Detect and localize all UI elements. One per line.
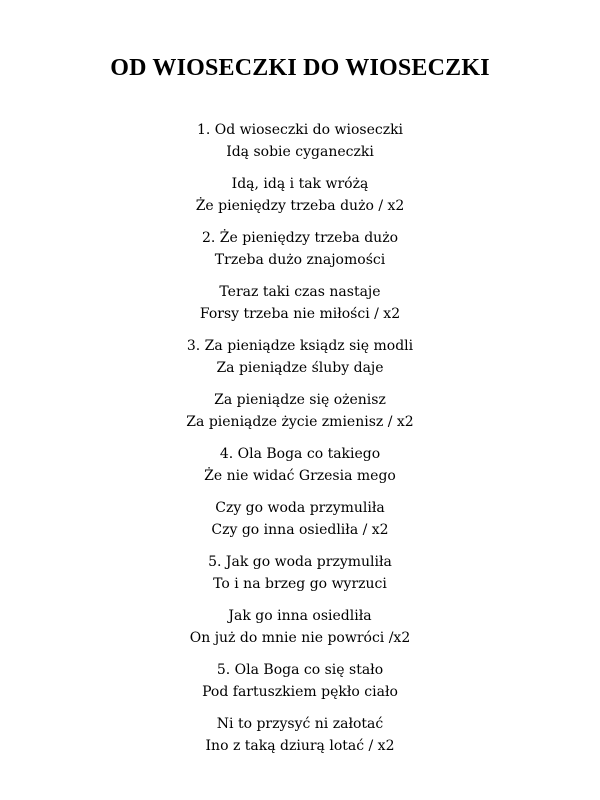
stanza — [0, 119, 600, 163]
lyric-line: Ni to przysyć ni załotać — [216, 716, 384, 732]
stanza — [0, 443, 600, 487]
stanza — [0, 659, 600, 703]
lyric-line: 5. Jak go woda przymuliła — [208, 554, 392, 570]
lyric-line: 3. Za pieniądze ksiądz się modli — [186, 338, 414, 354]
lyric-line: 1. Od wioseczki do wioseczki — [196, 122, 404, 138]
lyric-line: Pod fartuszkiem pękło ciało — [202, 684, 398, 700]
lyric-line: Idą sobie cyganeczki — [226, 144, 374, 160]
lyric-line: Idą, idą i tak wróżą — [231, 176, 369, 192]
lyric-line: Forsy trzeba nie miłości / x2 — [199, 306, 401, 322]
lyric-line: Jak go inna osiedliła — [228, 608, 372, 624]
lyric-line: Czy go inna osiedliła / x2 — [211, 522, 389, 538]
lyric-line: To i na brzeg go wyrzuci — [213, 576, 387, 592]
song-title: OD WIOSECZKI DO WIOSECZKI — [110, 55, 490, 81]
lyric-line: Teraz taki czas nastaje — [219, 284, 381, 300]
lyric-line: 2. Że pieniędzy trzeba dużo — [202, 230, 398, 246]
lyric-line: Za pieniądze się ożenisz — [214, 392, 386, 408]
stanza — [0, 551, 600, 595]
lyric-line: 4. Ola Boga co takiego — [219, 446, 381, 462]
stanza — [0, 335, 600, 379]
lyrics-body — [0, 119, 600, 767]
stanza — [0, 389, 600, 433]
stanza — [0, 281, 600, 325]
lyric-line: Że nie widać Grzesia mego — [204, 468, 396, 484]
lyric-line: Za pieniądze życie zmienisz / x2 — [186, 414, 414, 430]
stanza — [0, 227, 600, 271]
lyric-line: 5. Ola Boga co się stało — [216, 662, 384, 678]
stanza — [0, 605, 600, 649]
lyric-line: Czy go woda przymuliła — [215, 500, 385, 516]
lyric-line: Za pieniądze śluby daje — [216, 360, 384, 376]
lyric-line: On już do mnie nie powróci /x2 — [189, 630, 411, 646]
stanza — [0, 497, 600, 541]
lyric-line: Że pieniędzy trzeba dużo / x2 — [195, 198, 405, 214]
lyric-line: Ino z taką dziurą lotać / x2 — [205, 738, 395, 754]
stanza — [0, 173, 600, 217]
lyric-line: Trzeba dużo znajomości — [214, 252, 386, 268]
stanza — [0, 713, 600, 757]
